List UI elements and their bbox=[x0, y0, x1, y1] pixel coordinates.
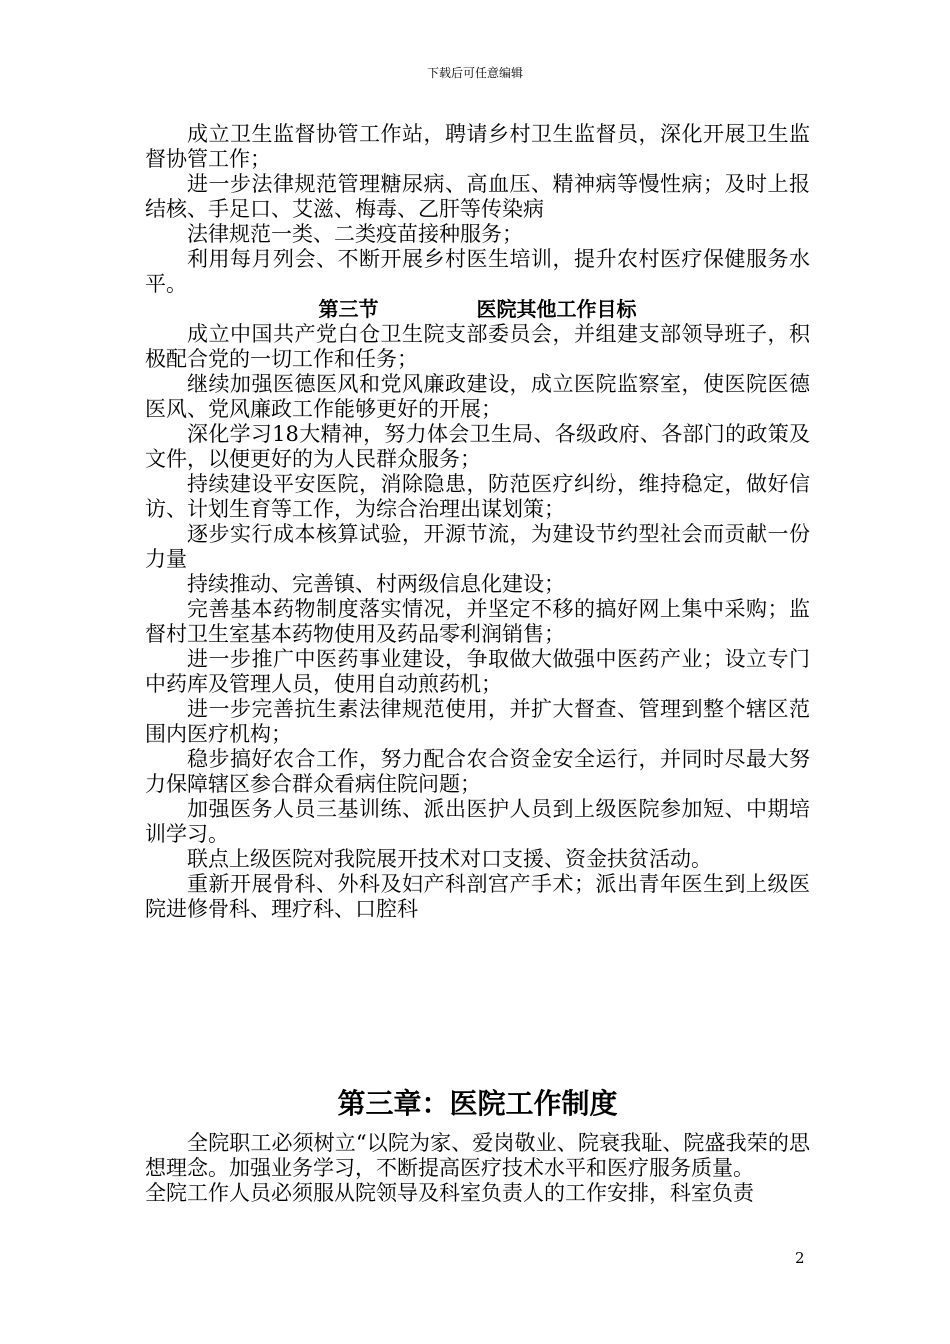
section-number: 第三节 bbox=[318, 297, 379, 321]
paragraph: 成立中国共产党白仓卫生院支部委员会，并组建支部领导班子，积极配合党的一切工作和任务； bbox=[145, 322, 810, 371]
paragraph: 完善基本药物制度落实情况，并坚定不移的搞好网上集中采购；监督村卫生室基本药物使用及药品零利润销售； bbox=[145, 597, 810, 646]
paragraph: 深化学习18大精神，努力体会卫生局、各级政府、各部门的政策及文件，以便更好的为人民群众服务； bbox=[145, 422, 810, 471]
page-number: 2 bbox=[795, 1249, 805, 1267]
paragraph: 全院职工必须树立“以院为家、爱岗敬业、院衰我耻、院盛我荣的思想理念。加强业务学习，不断提高医疗技术水平和医疗服务质量。 bbox=[145, 1131, 810, 1180]
paragraph: 持续推动、完善镇、村两级信息化建设； bbox=[187, 572, 565, 596]
section-title: 医院其他工作目标 bbox=[476, 297, 637, 321]
chapter-title: 第三章：医院工作制度 bbox=[337, 1087, 618, 1120]
section-heading bbox=[145, 297, 810, 322]
paragraph: 联点上级医院对我院展开技术对口支援、资金扶贫活动。 bbox=[187, 847, 712, 871]
paragraph: 成立卫生监督协管工作站，聘请乡村卫生监督员，深化开展卫生监督协管工作； bbox=[145, 122, 810, 171]
paragraph: 全院工作人员必须服从院领导及科室负责人的工作安排，科室负责 bbox=[145, 1181, 754, 1205]
paragraph: 进一步完善抗生素法律规范使用，并扩大督查、管理到整个辖区范围内医疗机构； bbox=[145, 697, 810, 746]
paragraph: 利用每月列会、不断开展乡村医生培训，提升农村医疗保健服务水平。 bbox=[145, 247, 810, 296]
paragraph: 继续加强医德医风和党风廉政建设，成立医院监察室，使医院医德医风、党风廉政工作能够更好的开展； bbox=[145, 372, 810, 421]
page-header-note: 下载后可任意编辑 bbox=[426, 66, 523, 80]
paragraph: 稳步搞好农合工作，努力配合农合资金安全运行，并同时尽最大努力保障辖区参合群众看病住院问题； bbox=[145, 747, 810, 796]
blank-space bbox=[145, 922, 810, 1087]
paragraph: 逐步实行成本核算试验，开源节流，为建设节约型社会而贡献一份力量 bbox=[145, 522, 810, 571]
paragraph: 进一步推广中医药事业建设，争取做大做强中医药产业；设立专门中药库及管理人员，使用自动煎药机； bbox=[145, 647, 810, 696]
paragraph: 持续建设平安医院，消除隐患，防范医疗纠纷，维持稳定，做好信访、计划生育等工作，为综合治理出谋划策； bbox=[145, 472, 810, 521]
paragraph: 进一步法律规范管理糖尿病、高血压、精神病等慢性病；及时上报结核、手足口、艾滋、梅毒、乙肝等传染病 bbox=[145, 172, 810, 221]
paragraph: 重新开展骨科、外科及妇产科剖宫产手术；派出青年医生到上级医院进修骨科、理疗科、口腔科 bbox=[145, 872, 810, 921]
paragraph: 加强医务人员三基训练、派出医护人员到上级医院参加短、中期培训学习。 bbox=[145, 797, 810, 846]
document-content bbox=[145, 122, 810, 1206]
paragraph: 法律规范一类、二类疫苗接种服务； bbox=[187, 222, 523, 246]
